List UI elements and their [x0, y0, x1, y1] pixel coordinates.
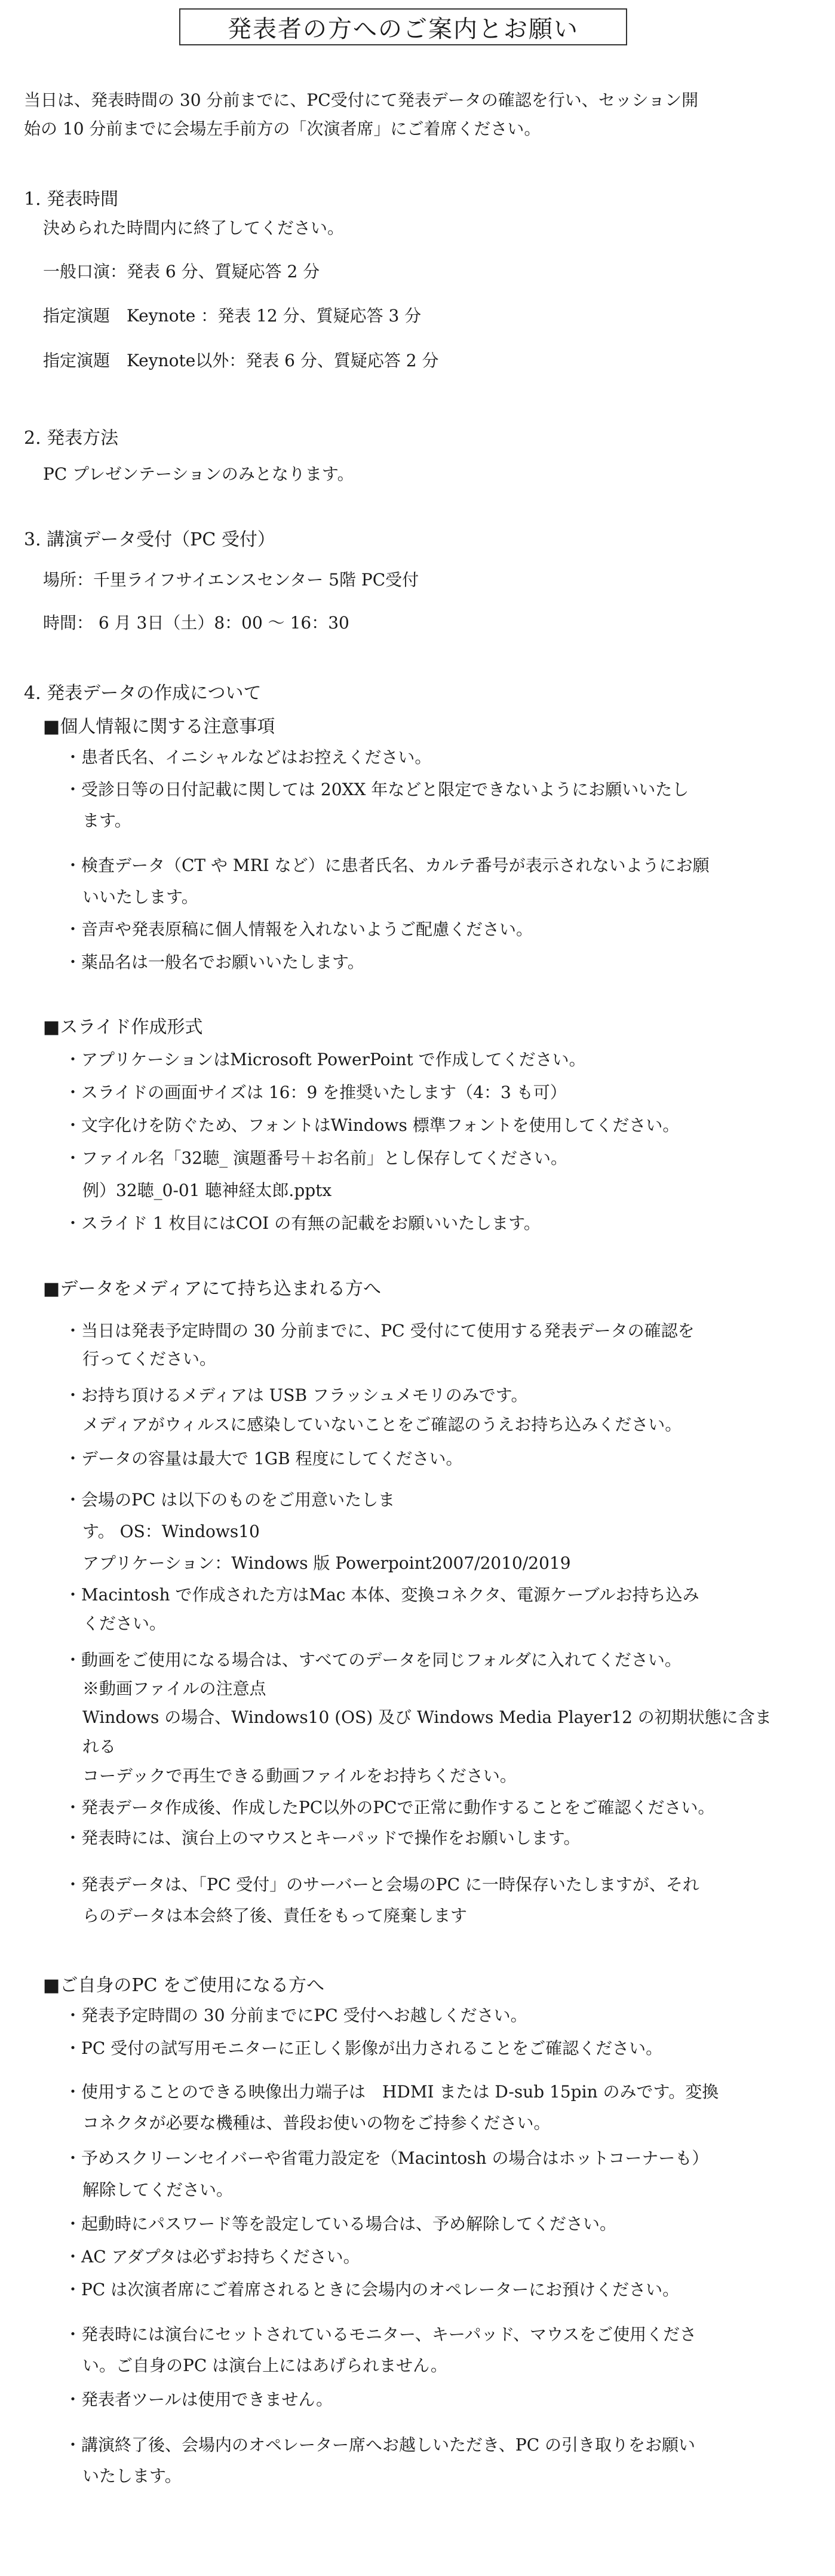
subheading-media: ■データをメディアにて持ち込まれる方へ	[43, 1278, 381, 1299]
list-item-continued: す。 OS：Windows10	[82, 1522, 260, 1541]
list-item-continued: ください。	[82, 1614, 167, 1633]
intro-line: 始の 10 分前までに会場左手前方の「次演者席」にご着席ください。	[24, 119, 541, 139]
document-title: 発表者の方へのご案内とお願い	[179, 8, 627, 45]
list-item: ・ファイル名「32聴_ 演題番号＋お名前」とし保存してください。	[65, 1148, 567, 1168]
list-item: ・発表時には、演台上のマウスとキーパッドで操作をお願いします。	[65, 1828, 581, 1848]
list-item-continued: メディアがウィルスに感染していないことをご確認のうえお持ち込みください。	[82, 1415, 682, 1434]
list-item: ・発表データは、「PC 受付」のサーバーと会場のPC に一時保存いたしますが、それ	[65, 1875, 699, 1894]
list-item: ・データの容量は最大で 1GB 程度にしてください。	[65, 1449, 463, 1468]
section-heading-method: 2. 発表方法	[24, 428, 119, 449]
section-text: 一般口演：発表 6 分、質疑応答 2 分	[43, 262, 320, 281]
list-item: ・PC 受付の試写用モニターに正しく影像が出力されることをご確認ください。	[65, 2038, 663, 2058]
list-item-continued: アプリケーション：Windows 版 Powerpoint2007/2010/2019	[82, 1553, 571, 1573]
list-item: ・PC は次演者席にご着席されるときに会場内のオペレーターにお預けください。	[65, 2280, 680, 2299]
list-item: ・スライドの画面サイズは 16：9 を推奨いたします（4：3 も可）	[65, 1082, 567, 1102]
section-heading-data-creation: 4. 発表データの作成について	[24, 683, 262, 704]
list-item-continued: いいたします。	[82, 887, 198, 907]
list-item-continued: いたします。	[82, 2466, 182, 2486]
list-item: ・予めスクリーンセイバーや省電力設定を（Macintosh の場合はホットコーナーも）	[65, 2148, 709, 2168]
subheading-own-pc: ■ご自身のPC をご使用になる方へ	[43, 1975, 325, 1996]
section-text: 時間： 6 月 3日（土）8：00 〜 16：30	[43, 613, 349, 633]
list-item: ・文字化けを防ぐため、フォントはWindows 標準フォントを使用してください。	[65, 1115, 680, 1135]
list-item: ・患者氏名、イニシャルなどはお控えください。	[65, 747, 432, 767]
list-item: ・Macintosh で作成された方はMac 本体、変換コネクタ、電源ケーブルお持ち込み	[65, 1585, 699, 1605]
list-item: ・お持ち頂けるメディアは USB フラッシュメモリのみです。	[65, 1385, 528, 1405]
section-text: 指定演題 Keynote以外：発表 6 分、質疑応答 2 分	[43, 351, 439, 370]
subheading-slides: ■スライド作成形式	[43, 1017, 203, 1038]
section-text: 指定演題 Keynote ：発表 12 分、質疑応答 3 分	[43, 306, 422, 326]
list-item: ・発表データ作成後、作成したPC以外のPCで正常に動作することをご確認ください。	[65, 1798, 715, 1817]
list-item-continued: らのデータは本会終了後、責任をもって廃棄します	[82, 1906, 468, 1925]
list-item: ・起動時にパスワード等を設定している場合は、予め解除してください。	[65, 2214, 617, 2234]
list-item: ・当日は発表予定時間の 30 分前までに、PC 受付にて使用する発表データの確認を	[65, 1321, 695, 1341]
list-item-continued: コーデックで再生できる動画ファイルをお持ちください。	[82, 1766, 517, 1786]
list-item-continued: ※動画ファイルの注意点	[82, 1679, 266, 1698]
list-item: ・アプリケーションはMicrosoft PowerPoint で作成してください。	[65, 1050, 586, 1069]
list-item: ・発表者ツールは使用できません。	[65, 2390, 333, 2409]
section-heading-pc-reception: 3. 講演データ受付（PC 受付）	[24, 529, 275, 550]
list-item: ・動画をご使用になる場合は、すべてのデータを同じフォルダに入れてください。	[65, 1650, 681, 1670]
subheading-privacy: ■個人情報に関する注意事項	[43, 716, 275, 737]
list-item-continued: 解除してください。	[82, 2180, 234, 2200]
list-item: ・発表時には演台にセットされているモニター、キーパッド、マウスをご使用くださ	[65, 2324, 697, 2344]
list-item-continued: れる	[82, 1737, 116, 1756]
list-item: ・検査データ（CT や MRI など）に患者氏名、カルテ番号が表示されないようにお願	[65, 855, 710, 875]
list-item: ・音声や発表原稿に個人情報を入れないようご配慮ください。	[65, 919, 533, 939]
section-text: 決められた時間内に終了してください。	[43, 218, 345, 238]
intro-line: 当日は、発表時間の 30 分前までに、PC受付にて発表データの確認を行い、セッション開	[24, 90, 699, 110]
section-heading-presentation-time: 1. 発表時間	[24, 189, 119, 210]
list-item: ・AC アダプタは必ずお持ちください。	[65, 2247, 360, 2267]
list-item-continued: コネクタが必要な機種は、普段お使いの物をご持参ください。	[82, 2113, 551, 2133]
section-text: 場所：千里ライフサイエンスセンター 5階 PC受付	[43, 570, 419, 590]
list-item: ・受診日等の日付記載に関しては 20XX 年などと限定できないようにお願いいたし	[65, 780, 689, 799]
list-item: ・講演終了後、会場内のオペレーター席へお越しいただき、PC の引き取りをお願い	[65, 2435, 696, 2455]
list-item-continued: Windows の場合、Windows10 (OS) 及び Windows Media Player12 の初期状態に含ま	[82, 1707, 772, 1727]
list-item-continued: ます。	[82, 811, 131, 830]
list-item: ・会場のPC は以下のものをご用意いたしま	[65, 1490, 395, 1510]
list-item-continued: 例）32聴_0-01 聴神経太郎.pptx	[82, 1180, 332, 1200]
section-text: PC プレゼンテーションのみとなります。	[43, 464, 354, 484]
list-item: ・薬品名は一般名でお願いいたします。	[65, 952, 364, 972]
list-item: ・使用することのできる映像出力端子は HDMI または D-sub 15pin のみです。変換	[65, 2082, 719, 2102]
list-item: ・発表予定時間の 30 分前までにPC 受付へお越しください。	[65, 2005, 527, 2025]
list-item: ・スライド 1 枚目にはCOI の有無の記載をお願いいたします。	[65, 1213, 541, 1233]
list-item-continued: い。ご自身のPC は演台上にはあげられません。	[82, 2356, 447, 2375]
list-item-continued: 行ってください。	[82, 1349, 217, 1369]
